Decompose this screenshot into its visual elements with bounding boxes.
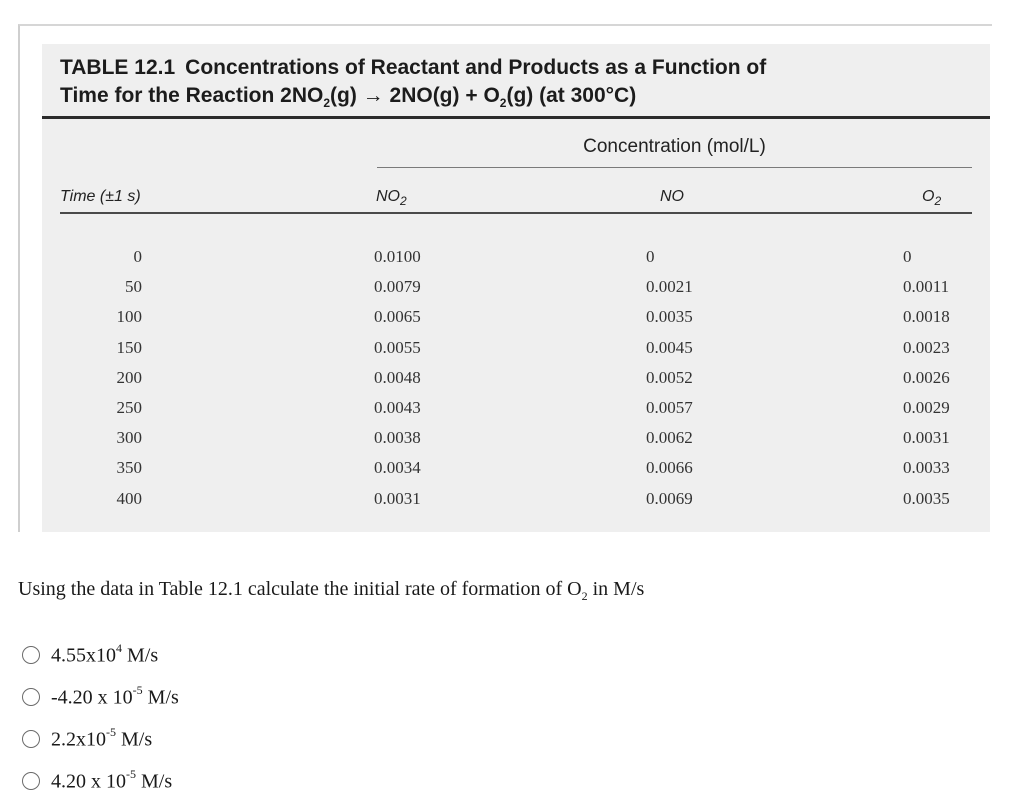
- question-subscript: 2: [581, 589, 588, 603]
- column-header-divider: [60, 212, 972, 214]
- radio-button[interactable]: [22, 730, 40, 748]
- time-column: [82, 242, 142, 514]
- no-cell: 0: [646, 247, 655, 266]
- o2-cell: 0.0011: [903, 277, 950, 297]
- caption-line-2: [60, 82, 972, 117]
- o2-cell: 0.0018: [903, 307, 950, 327]
- option-label: [51, 766, 173, 794]
- table-caption: [60, 54, 972, 117]
- no2-column: [374, 242, 421, 514]
- caption-text-2: Time for the Reaction 2NO: [60, 84, 324, 107]
- o2-subscript: 2: [934, 194, 942, 209]
- option-unit: M/s: [116, 728, 153, 751]
- no-cell: 0.0062: [646, 428, 693, 448]
- option-exponent: -5: [126, 766, 136, 781]
- caption-line-1: [60, 54, 972, 82]
- option-unit: M/s: [136, 770, 173, 793]
- o2-cell: 0: [903, 247, 912, 266]
- answer-option-3[interactable]: [22, 718, 179, 760]
- no2-cell: 0.0038: [374, 428, 421, 448]
- option-unit: M/s: [122, 644, 159, 667]
- no2-cell: 0.0031: [374, 488, 421, 508]
- option-unit: M/s: [142, 686, 179, 709]
- column-header-no: NO: [660, 188, 684, 205]
- radio-button[interactable]: [22, 772, 40, 790]
- no-cell: 0.0069: [646, 488, 693, 508]
- no2-cell: 0.0034: [374, 458, 421, 478]
- radio-button[interactable]: [22, 646, 40, 664]
- no-cell: 0.0035: [646, 307, 693, 327]
- o2-label: O: [922, 188, 935, 205]
- no2-cell: 0.0055: [374, 337, 421, 357]
- o2-cell: 0.0023: [903, 337, 950, 357]
- o2-cell: 0.0029: [903, 397, 950, 417]
- no2-cell: 0.0065: [374, 307, 421, 327]
- time-cell: 250: [116, 397, 142, 417]
- option-exponent: 4: [116, 640, 122, 655]
- time-cell: 200: [116, 367, 142, 387]
- caption-subscript: 2: [499, 96, 507, 111]
- question-text: [18, 578, 644, 604]
- no-cell: 0.0057: [646, 397, 693, 417]
- option-label: [51, 640, 159, 668]
- option-label: [51, 724, 153, 752]
- table-label: TABLE 12.1: [60, 56, 176, 79]
- caption-text-3: (g) → 2NO(g) + O: [330, 84, 500, 107]
- time-cell: 400: [116, 488, 142, 508]
- column-header-time: Time (±1 s): [60, 188, 141, 205]
- time-cell: 50: [125, 277, 142, 297]
- o2-cell: 0.0026: [903, 367, 950, 387]
- time-cell: 350: [116, 458, 142, 478]
- no2-subscript: 2: [400, 194, 407, 209]
- column-header-o2: [922, 188, 941, 208]
- group-header-divider: [377, 167, 972, 168]
- caption-text-1: Concentrations of Reactant and Products as a Function of: [185, 56, 767, 79]
- caption-subscript: 2: [323, 96, 331, 111]
- column-header-no2: [376, 188, 407, 208]
- option-base: 4.20 x 10: [51, 770, 126, 793]
- no-cell: 0.0021: [646, 277, 693, 297]
- table-figure: [18, 24, 992, 532]
- no2-label: NO: [376, 188, 400, 205]
- table-panel: [42, 44, 990, 532]
- option-base: 4.55x10: [51, 644, 116, 667]
- answer-option-4[interactable]: [22, 760, 179, 802]
- no-cell: 0.0052: [646, 367, 693, 387]
- no2-cell: 0.0100: [374, 247, 421, 266]
- o2-cell: 0.0035: [903, 488, 950, 508]
- option-exponent: -5: [132, 682, 143, 697]
- answer-option-2[interactable]: [22, 676, 179, 718]
- caption-divider: [42, 116, 990, 119]
- option-base: -4.20 x 10: [51, 686, 133, 709]
- time-cell: 100: [116, 307, 142, 327]
- question-body: Using the data in Table 12.1 calculate the initial rate of formation of O: [18, 578, 582, 600]
- option-base: 2.2x10: [51, 728, 106, 751]
- answer-option-1[interactable]: [22, 634, 179, 676]
- option-label: [51, 682, 179, 710]
- no-cell: 0.0066: [646, 458, 693, 478]
- o2-cell: 0.0033: [903, 458, 950, 478]
- o2-column: [903, 242, 950, 514]
- option-exponent: -5: [106, 724, 116, 739]
- no2-cell: 0.0048: [374, 367, 421, 387]
- no-cell: 0.0045: [646, 337, 693, 357]
- no2-cell: 0.0079: [374, 277, 421, 297]
- time-cell: 300: [116, 428, 142, 448]
- caption-text-4: (g) (at 300°C): [506, 84, 637, 107]
- answer-options: [22, 634, 179, 802]
- concentration-header: Concentration (mol/L): [583, 136, 766, 157]
- time-cell: 0: [133, 247, 142, 266]
- question-suffix: in M/s: [587, 578, 645, 600]
- no-column: [646, 242, 693, 514]
- o2-cell: 0.0031: [903, 428, 950, 448]
- no2-cell: 0.0043: [374, 397, 421, 417]
- time-cell: 150: [116, 337, 142, 357]
- radio-button[interactable]: [22, 688, 40, 706]
